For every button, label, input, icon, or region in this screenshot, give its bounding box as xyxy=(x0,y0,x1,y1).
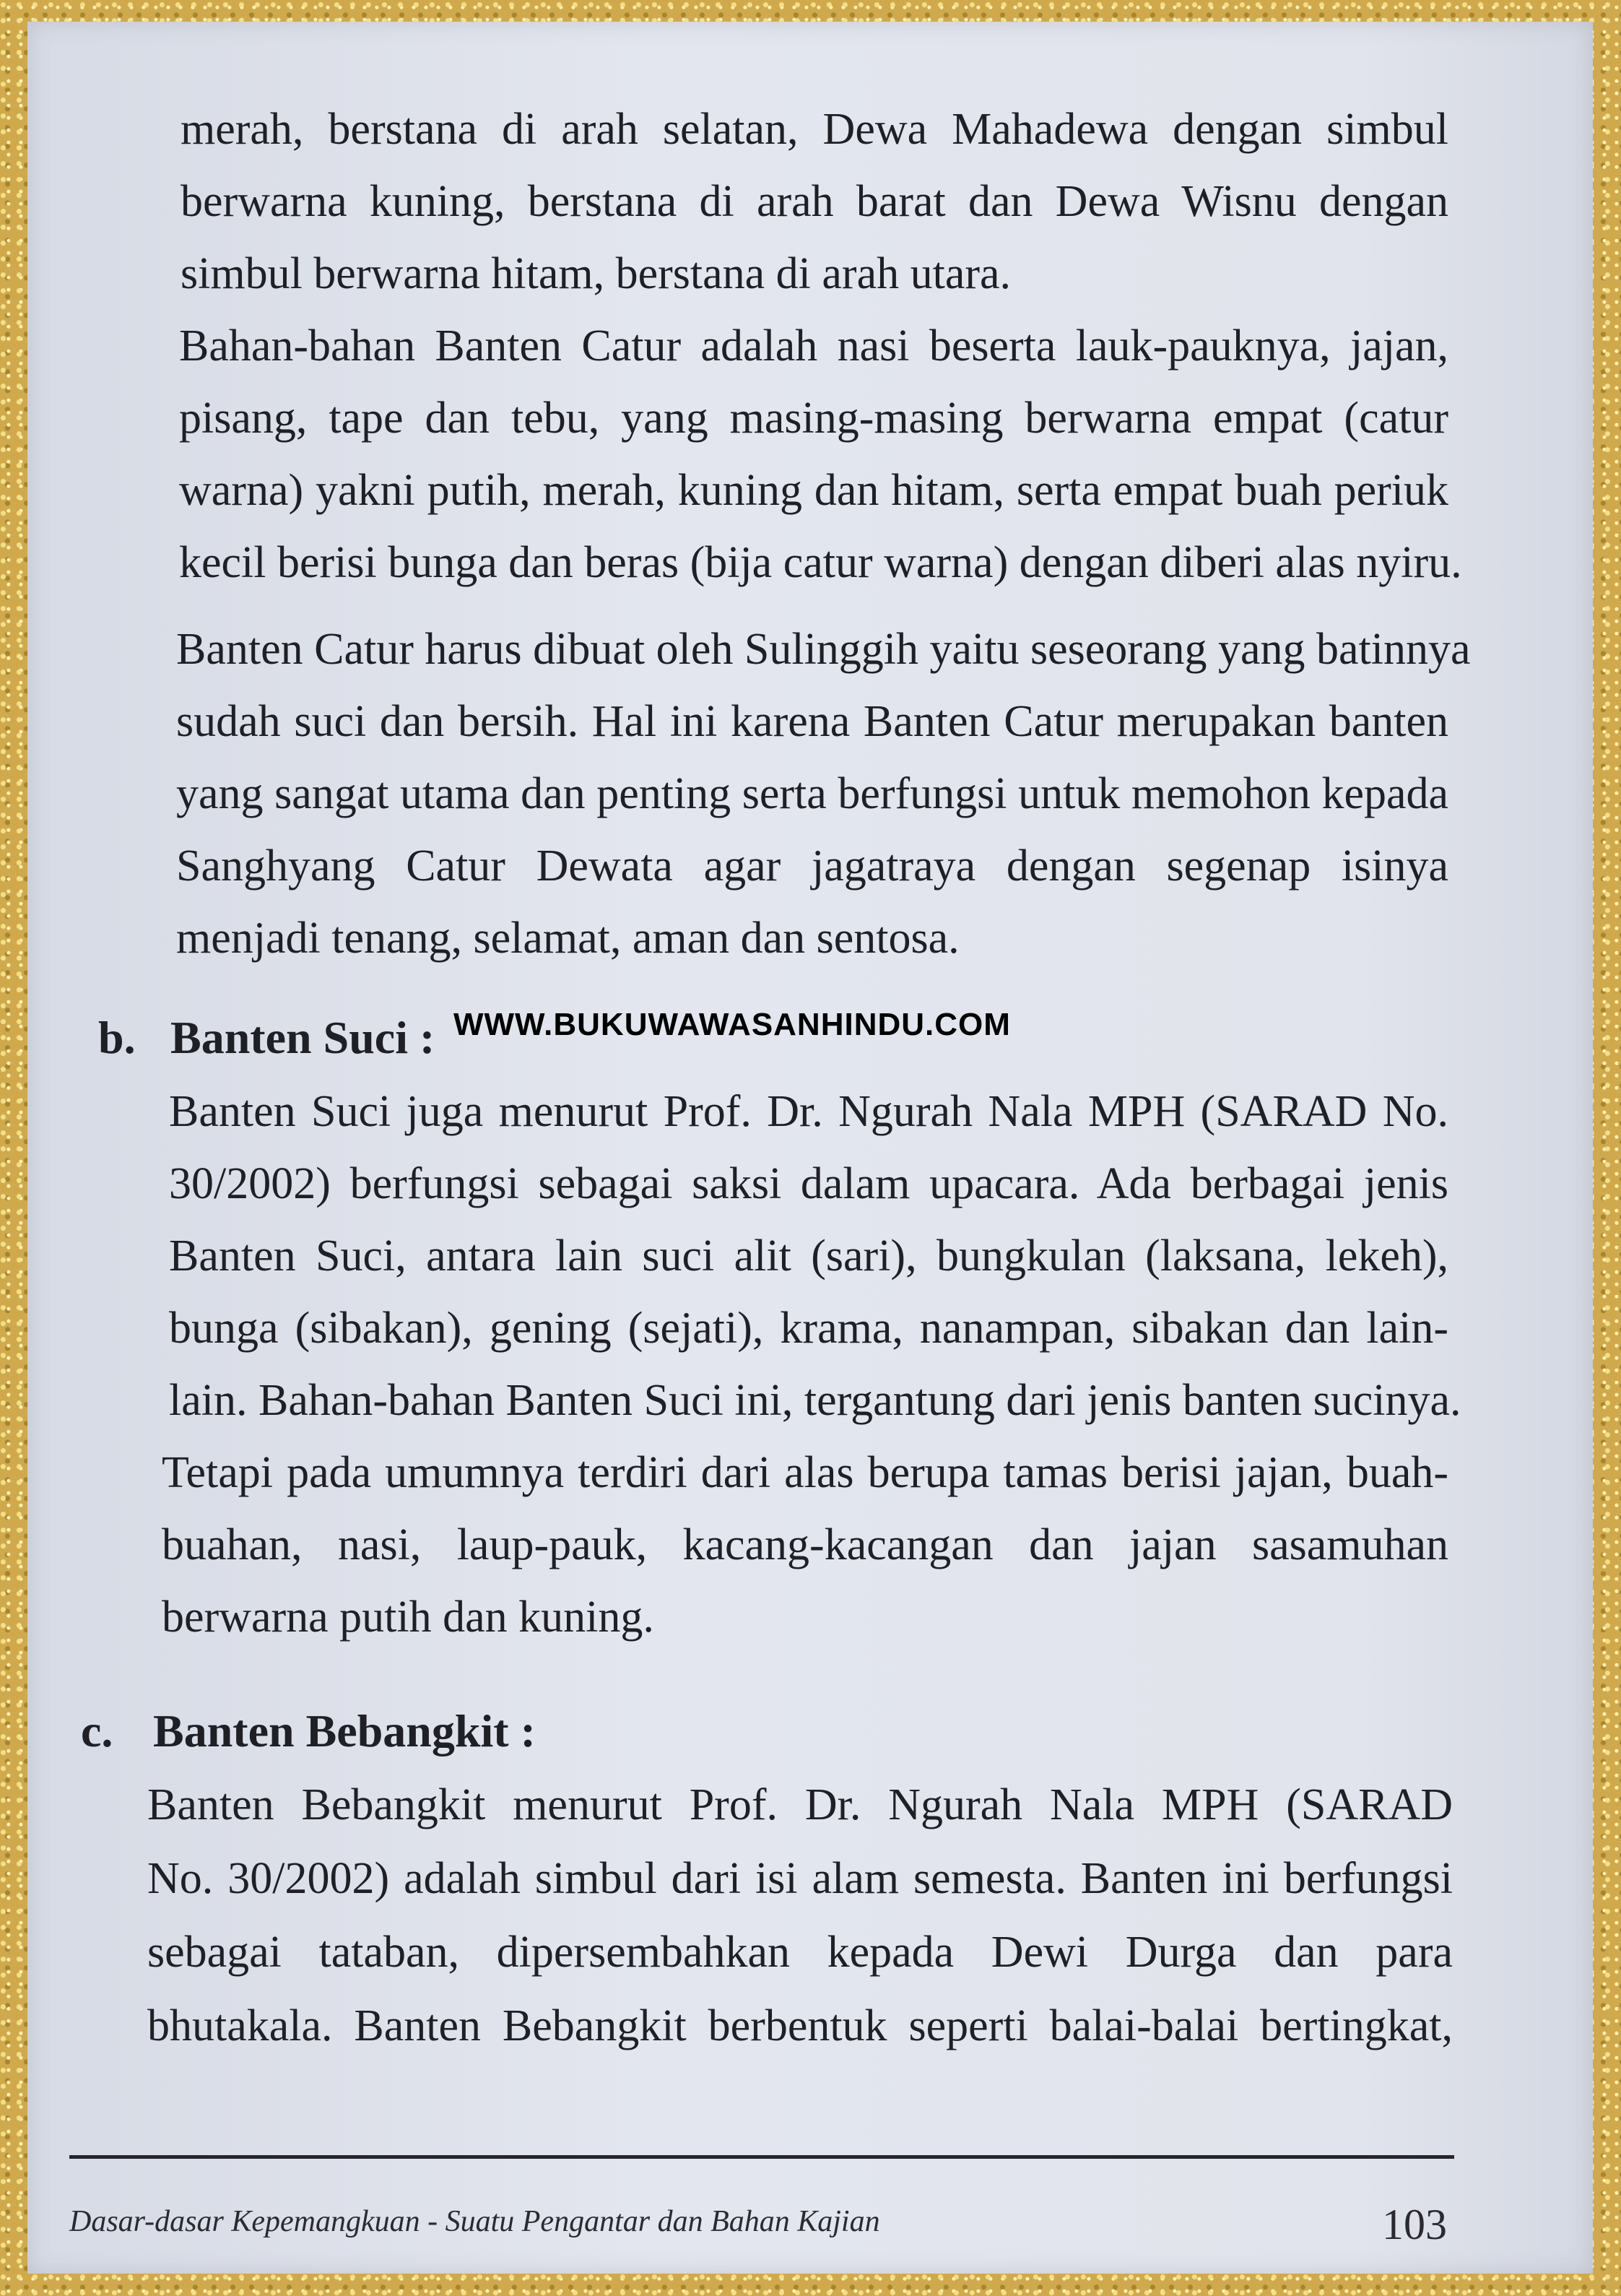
text-line: Bahan-bahan Banten Catur adalah nasi beserta lauk-pauknya, jajan, xyxy=(179,321,1448,371)
text-line: Tetapi pada umumnya terdiri dari alas berupa tamas berisi jajan, buah- xyxy=(162,1448,1448,1497)
text-line: yang sangat utama dan penting serta berfungsi untuk memohon kepada xyxy=(176,769,1448,818)
text-line: lain. Bahan-bahan Banten Suci ini, tergantung dari jenis banten sucinya. xyxy=(169,1376,1461,1425)
text-line: simbul berwarna hitam, berstana di arah utara. xyxy=(181,249,1011,298)
text-line: sebagai tataban, dipersembahkan kepada Dewi Durga dan para xyxy=(147,1928,1453,1977)
text-line: Banten Bebangkit menurut Prof. Dr. Ngurah Nala MPH (SARAD xyxy=(147,1780,1453,1829)
footer-rule xyxy=(69,2155,1454,2159)
text-line: pisang, tape dan tebu, yang masing-masing berwarna empat (catur xyxy=(179,394,1448,443)
text-line: menjadi tenang, selamat, aman dan sentosa. xyxy=(176,914,960,963)
website-watermark: WWW.BUKUWAWASANHINDU.COM xyxy=(453,1007,1011,1042)
text-line: bunga (sibakan), gening (sejati), krama, nanampan, sibakan dan lain- xyxy=(169,1304,1448,1353)
section-heading: Banten Suci : xyxy=(170,1012,435,1063)
section-heading: Banten Bebangkit : xyxy=(153,1705,536,1756)
section-marker: b. xyxy=(98,1012,136,1063)
text-line: Banten Suci juga menurut Prof. Dr. Ngurah Nala MPH (SARAD No. xyxy=(169,1087,1448,1136)
text-line: Sanghyang Catur Dewata agar jagatraya dengan segenap isinya xyxy=(176,841,1448,891)
text-line: No. 30/2002) adalah simbul dari isi alam semesta. Banten ini berfungsi xyxy=(147,1854,1453,1903)
text-line: Banten Suci, antara lain suci alit (sari), bungkulan (laksana, lekeh), xyxy=(169,1231,1448,1281)
text-line: berwarna kuning, berstana di arah barat dan Dewa Wisnu dengan xyxy=(181,177,1448,226)
text-line: Banten Catur harus dibuat oleh Sulinggih yaitu seseorang yang batinnya xyxy=(176,625,1471,674)
text-line: merah, berstana di arah selatan, Dewa Mahadewa dengan simbul xyxy=(181,105,1448,154)
book-page xyxy=(27,22,1593,2274)
footer-book-title: Dasar-dasar Kepemangkuan - Suatu Pengantar dan Bahan Kajian xyxy=(69,2205,880,2238)
text-line: bhutakala. Banten Bebangkit berbentuk seperti balai-balai bertingkat, xyxy=(147,2001,1453,2050)
text-line: berwarna putih dan kuning. xyxy=(162,1593,654,1642)
text-line: warna) yakni putih, merah, kuning dan hitam, serta empat buah periuk xyxy=(179,466,1448,515)
text-line: kecil berisi bunga dan beras (bija catur warna) dengan diberi alas nyiru. xyxy=(179,538,1462,587)
text-line: sudah suci dan bersih. Hal ini karena Banten Catur merupakan banten xyxy=(176,697,1448,746)
text-line: 30/2002) berfungsi sebagai saksi dalam upacara. Ada berbagai jenis xyxy=(169,1159,1448,1208)
text-line: buahan, nasi, laup-pauk, kacang-kacangan dan jajan sasamuhan xyxy=(162,1520,1448,1569)
page-number: 103 xyxy=(1382,2201,1447,2248)
section-marker: c. xyxy=(81,1705,113,1756)
